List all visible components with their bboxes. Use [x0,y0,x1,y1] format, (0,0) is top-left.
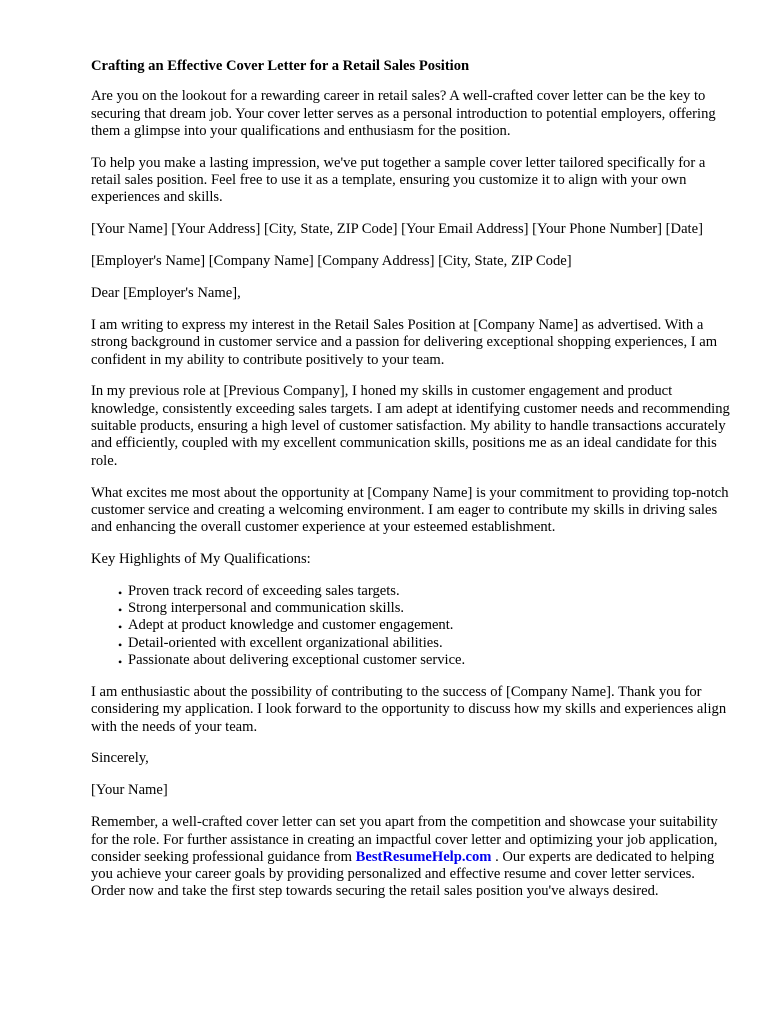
list-item [118,652,731,669]
list-item-text: Detail-oriented with excellent organizational abilities. [128,634,443,651]
bullet-icon: • [118,585,123,600]
body-paragraph-2: In my previous role at [Previous Company], I honed my skills in customer engagement and product knowledge, consistently exceeding sales targets. I am adept at identifying customer needs and recommending suitable products, ensuring a high level of customer satisfaction. My ability to handle transactions accurately and efficiently, coupled with my excellent communication skills, positions me as an ideal candidate for this role. [91,383,730,469]
list-item-text: Adept at product knowledge and customer engagement. [128,617,454,634]
document-page [91,58,731,915]
intro-paragraph-2: To help you make a lasting impression, we've put together a sample cover letter tailored specifically for a retail sales position. Feel free to use it as a template, ensuring you customize it to align with your own experiences and skills. [91,154,706,206]
body-paragraph-1: I am writing to express my interest in the Retail Sales Position at [Company Name] as advertised. With a strong background in customer service and a passion for delivering exceptional shopping experiences, I am confident in my ability to contribute positively to your team. [91,316,718,368]
list-item-text: Proven track record of exceeding sales targets. [128,582,400,599]
signature: [Your Name] [91,782,168,799]
list-item [118,583,731,600]
highlights-heading: Key Highlights of My Qualifications: [91,550,311,567]
bullet-icon: • [118,603,123,618]
intro-paragraph-1: Are you on the lookout for a rewarding career in retail sales? A well-crafted cover letter can be the key to securing that dream job. Your cover letter serves as a personal introduction to potential employers, offering them a glimpse into your qualifications and enthusiasm for the position. [91,88,716,139]
closing-paragraph: I am enthusiastic about the possibility of contributing to the success of [Company Name]. Thank you for considering my application. I look forward to the opportunity to discuss how my skills and experiences align with the needs of your team. [91,683,727,735]
best-resume-help-link[interactable]: BestResumeHelp.com [355,848,492,865]
document-title: Crafting an Effective Cover Letter for a Retail Sales Position [91,58,470,74]
list-item-text: Passionate about delivering exceptional customer service. [128,652,466,669]
footer-paragraph [91,814,731,900]
salutation: Dear [Employer's Name], [91,285,241,302]
sender-address-block: [Your Name] [Your Address] [City, State, ZIP Code] [Your Email Address] [Your Phone Number] [Date] [91,221,703,238]
list-item [118,600,731,617]
bullet-icon: • [118,620,123,635]
body-paragraph-3: What excites me most about the opportunity at [Company Name] is your commitment to providing top-notch customer service and creating a welcoming environment. I am eager to contribute my skills in driving sales and enhancing the overall customer experience at your esteemed establishment. [91,484,729,536]
bullet-icon: • [118,655,123,670]
employer-address-block: [Employer's Name] [Company Name] [Company Address] [City, State, ZIP Code] [91,253,572,270]
footer-text-before-link: Remember, a well-crafted cover letter can set you apart from the competition and showcase your suitability for the role. For further assistance in creating an impactful cover letter and optimizing your job application, consider seeking professional guidance from [91,814,718,865]
list-item [118,635,731,652]
highlights-list [91,583,731,669]
list-item-text: Strong interpersonal and communication skills. [128,600,405,617]
bullet-icon: • [118,637,123,652]
signoff: Sincerely, [91,750,149,767]
list-item [118,617,731,634]
footer-text-after-link: . Our experts are dedicated to helping you achieve your career goals by providing personalized and effective resume and cover letter services. Order now and take the first step towards securing the retail sales position you've always desired. [91,848,715,900]
